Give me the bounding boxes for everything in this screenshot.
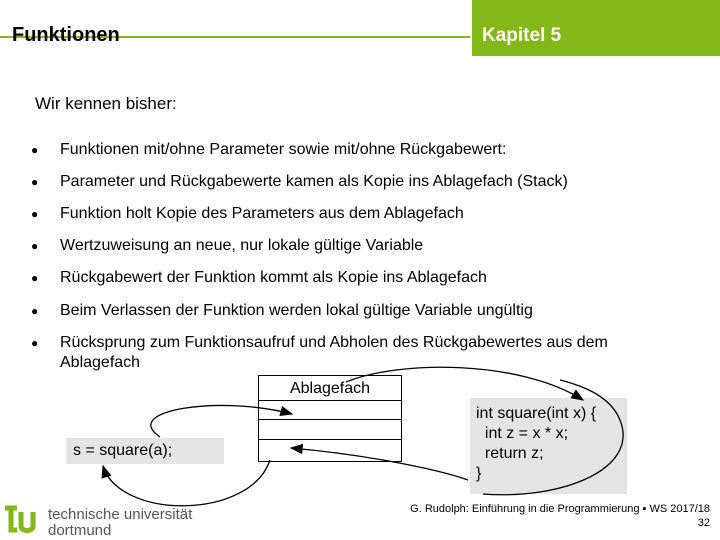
bullet-dot-icon: ● xyxy=(31,143,39,157)
bullet-dot-icon: ● xyxy=(31,175,39,189)
call-statement: s = square(a); xyxy=(66,438,224,464)
arrow-call-to-stack xyxy=(151,405,292,437)
arrow-stack-to-function xyxy=(346,367,583,400)
code-line: } xyxy=(476,465,482,482)
page-title: Funktionen xyxy=(12,24,120,46)
arrow-function-to-stack xyxy=(291,448,468,480)
arrow-stack-to-call xyxy=(103,460,270,506)
chapter-label: Kapitel 5 xyxy=(482,25,562,46)
code-line: return z; xyxy=(476,445,544,462)
bullet-dot-icon: ● xyxy=(31,304,39,318)
tu-logo-icon xyxy=(3,502,45,536)
bullet-dot-icon: ● xyxy=(31,207,39,221)
arrow-return xyxy=(483,380,623,495)
page-number: 32 xyxy=(697,517,710,529)
stack-label: Ablagefach xyxy=(258,375,402,401)
code-line: int square(int x) { xyxy=(476,405,597,422)
university-name: technische universität dortmund xyxy=(48,506,193,539)
bullet-dot-icon: ● xyxy=(31,239,39,253)
intro-text: Wir kennen bisher: xyxy=(35,94,177,113)
bullet-dot-icon: ● xyxy=(31,271,39,285)
footer-credit: G. Rudolph: Einführung in die Programmierung ▪ WS 2017/18 xyxy=(410,503,710,515)
code-line: int z = x * x; xyxy=(476,425,569,442)
footer xyxy=(410,502,710,530)
bullet-dot-icon: ● xyxy=(31,336,39,350)
